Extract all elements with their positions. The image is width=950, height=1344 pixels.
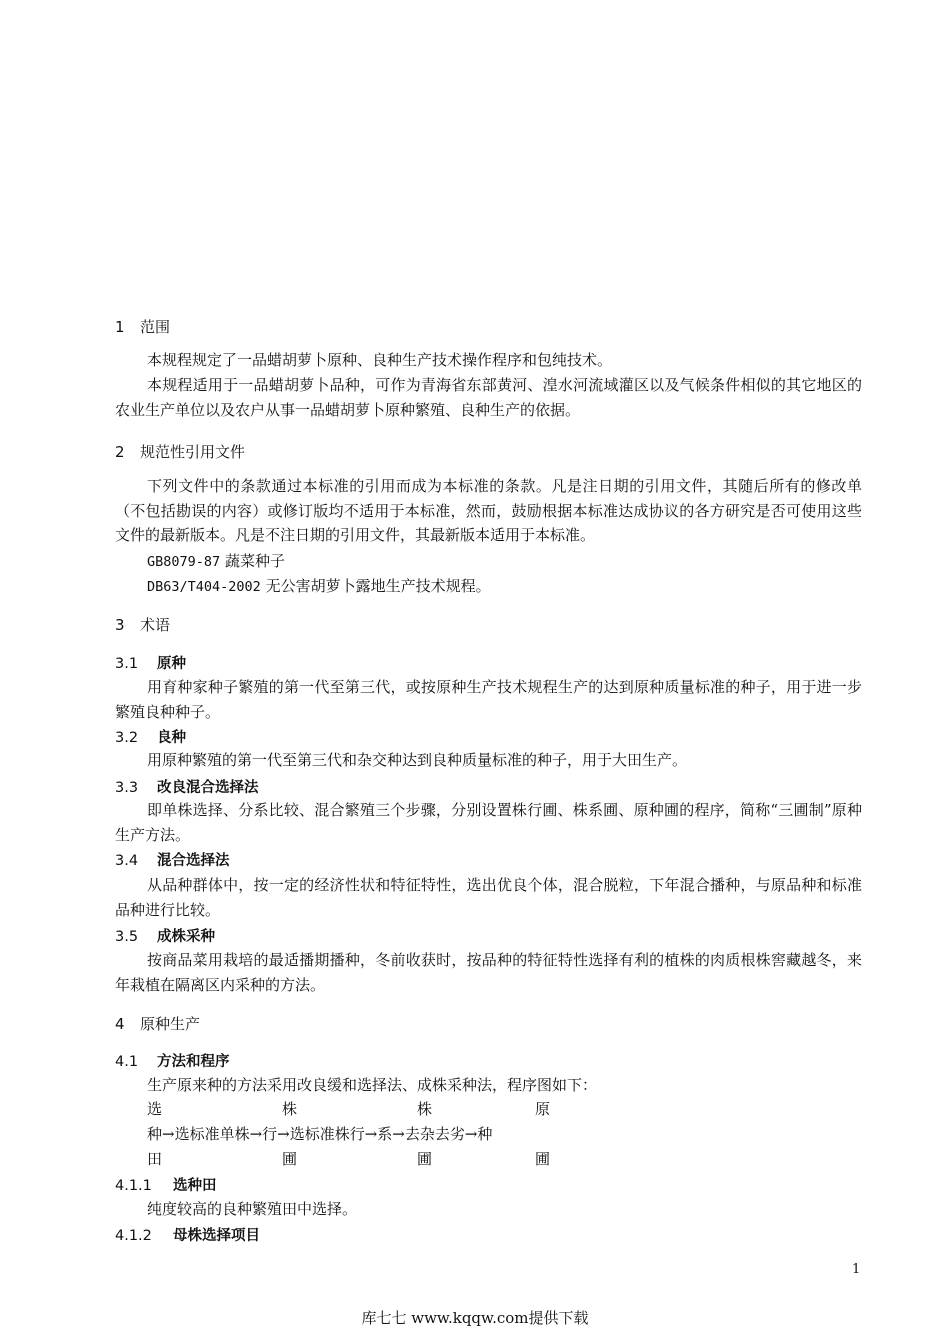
section-1-paragraph-1: 本规程规定了一品蜡胡萝卜原种、良种生产技术操作程序和包纯技术。 <box>147 351 613 369</box>
reference-1 <box>147 550 285 571</box>
section-3-heading <box>115 614 170 635</box>
section-title: 范围 <box>140 318 171 336</box>
flow-bottom-label-1: 田 <box>147 1150 163 1168</box>
section-number: 4 <box>115 1015 125 1033</box>
term-3-1-definition: 用育种家种子繁殖的第一代至第三代，或按原种生产技术规程生产的达到原种质量标准的种子，用于进一步繁殖良种种子。 <box>115 678 862 721</box>
subsection-4-1-1-paragraph: 纯度较高的良种繁殖田中选择。 <box>147 1200 358 1218</box>
subsection-title: 母株选择项目 <box>173 1228 260 1244</box>
term-number: 3.5 <box>115 929 139 945</box>
subsection-number: 4.1.2 <box>115 1228 152 1244</box>
flow-bottom-label-4: 圃 <box>535 1150 551 1168</box>
term-3-4-definition: 从品种群体中，按一定的经济性状和特征特性，选出优良个体，混合脱粒，下年混合播种，与原品种和标准品种进行比较。 <box>115 876 862 919</box>
subsection-4-1-1-heading <box>115 1174 217 1195</box>
term-number: 3.3 <box>115 780 139 796</box>
term-title: 原种 <box>157 656 186 672</box>
subsection-title: 选种田 <box>173 1178 217 1194</box>
term-title: 混合选择法 <box>157 853 230 869</box>
section-title: 原种生产 <box>140 1015 201 1033</box>
reference-title: 蔬菜种子 <box>224 552 285 570</box>
term-title: 成株采种 <box>157 929 215 945</box>
section-number: 1 <box>115 318 125 336</box>
term-3-3-heading <box>115 776 259 797</box>
term-title: 改良混合选择法 <box>157 780 259 796</box>
reference-title: 无公害胡萝卜露地生产技术规程。 <box>265 577 491 595</box>
reference-code: GB8079-87 <box>147 554 221 570</box>
term-3-5-heading <box>115 925 215 946</box>
term-number: 3.2 <box>115 730 139 746</box>
download-footer: 库七七 www.kqqw.com提供下载 <box>361 1309 589 1327</box>
flow-top-label-2: 株 <box>282 1100 298 1118</box>
subsection-number: 4.1 <box>115 1054 139 1070</box>
section-number: 3 <box>115 616 125 634</box>
section-1-paragraph-2: 本规程适用于一品蜡胡萝卜品种，可作为青海省东部黄河、湟水河流域灌区以及气候条件相似的其它地区的农业生产单位以及农户从事一品蜡胡萝卜原种繁殖、良种生产的依据。 <box>115 376 862 419</box>
page-number: 1 <box>852 1262 861 1277</box>
term-number: 3.4 <box>115 853 139 869</box>
flow-top-label-4: 原 <box>535 1100 551 1118</box>
term-number: 3.1 <box>115 656 139 672</box>
term-3-4-heading <box>115 849 230 870</box>
section-2-heading <box>115 441 245 462</box>
term-title: 良种 <box>157 730 186 746</box>
reference-code: DB63/T404-2002 <box>147 579 261 595</box>
procedure-flow-diagram <box>147 1098 567 1170</box>
term-3-1-heading <box>115 652 186 673</box>
subsection-4-1-2-heading <box>115 1224 260 1245</box>
flow-main-line: 种→选标准单株→行→选标准株行→系→去杂去劣→种 <box>147 1125 493 1143</box>
term-3-2-definition: 用原种繁殖的第一代至第三代和杂交种达到良种质量标准的种子，用于大田生产。 <box>147 751 688 769</box>
subsection-4-1-heading <box>115 1050 230 1071</box>
section-title: 术语 <box>140 616 171 634</box>
reference-2 <box>147 575 491 596</box>
section-1-heading <box>115 316 170 337</box>
flow-bottom-label-3: 圃 <box>417 1150 433 1168</box>
flow-top-label-1: 选 <box>147 1100 163 1118</box>
flow-bottom-label-2: 圃 <box>282 1150 298 1168</box>
term-3-5-definition: 按商品菜用栽培的最适播期播种，冬前收获时，按品种的特征特性选择有利的植株的肉质根株窖藏越冬，来年栽植在隔离区内采种的方法。 <box>115 951 862 994</box>
section-4-heading <box>115 1013 200 1034</box>
section-2-paragraph-1: 下列文件中的条款通过本标准的引用而成为本标准的条款。凡是注日期的引用文件，其随后所有的修改单（不包括勘误的内容）或修订版均不适用于本标准，然而，鼓励根据本标准达成协议的各方研究是否可使用这些文件的最新版本。凡是不注日期的引用文件，其最新版本适用于本标准。 <box>115 477 862 544</box>
section-number: 2 <box>115 443 125 461</box>
flow-top-label-3: 株 <box>417 1100 433 1118</box>
section-title: 规范性引用文件 <box>140 443 246 461</box>
subsection-number: 4.1.1 <box>115 1178 152 1194</box>
term-3-3-definition: 即单株选择、分系比较、混合繁殖三个步骤，分别设置株行圃、株系圃、原种圃的程序，简称“三圃制”原种生产方法。 <box>115 801 862 844</box>
subsection-title: 方法和程序 <box>157 1054 230 1070</box>
term-3-2-heading <box>115 726 186 747</box>
subsection-4-1-paragraph: 生产原来种的方法采用改良缓和选择法、成株采种法，程序图如下： <box>147 1076 598 1094</box>
